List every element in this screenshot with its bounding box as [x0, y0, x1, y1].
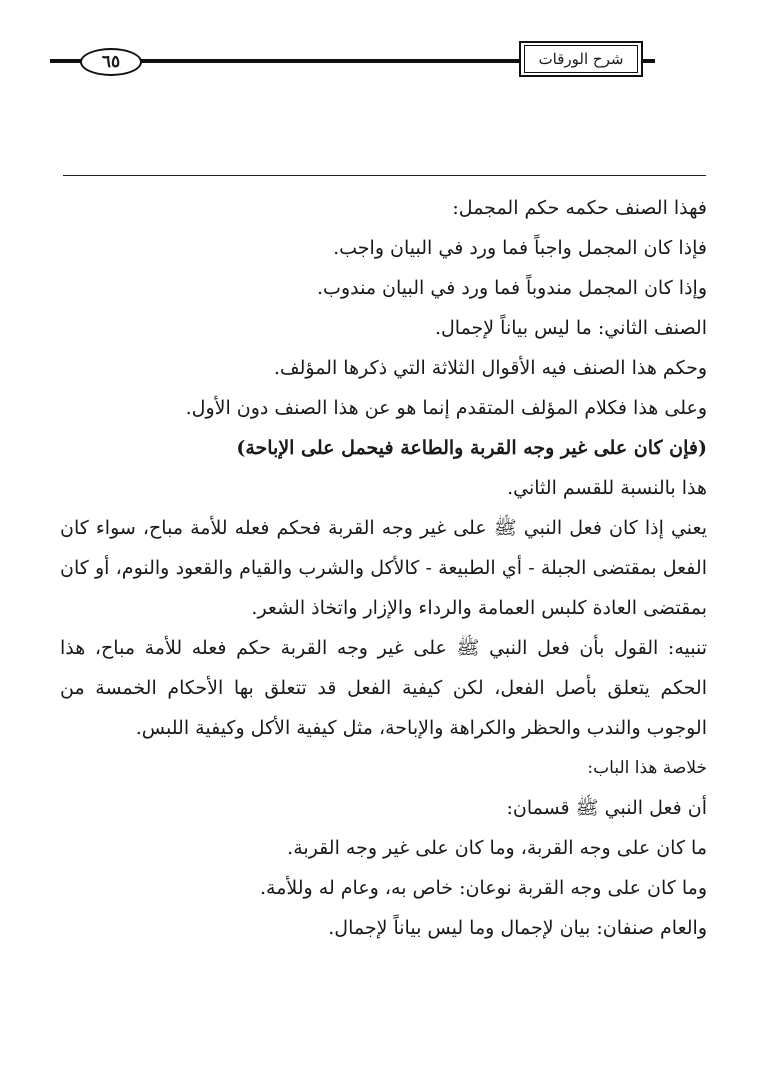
paragraph-4: الصنف الثاني: ما ليس بياناً لإجمال. [434, 317, 707, 339]
book-title: شرح الورقات [524, 45, 638, 73]
summary-line-1: أن فعل النبي ﷺ قسمان: [506, 797, 707, 819]
separator-rule [63, 175, 706, 176]
page-number: ٦٥ [80, 48, 142, 76]
paragraph-6: وعلى هذا فكلام المؤلف المتقدم إنما هو عن هذا الصنف دون الأول. [185, 397, 707, 419]
summary-line-2: ما كان على وجه القربة، وما كان على غير وجه القربة. [287, 837, 707, 859]
paragraph-8: يعني إذا كان فعل النبي ﷺ على غير وجه القربة فحكم فعله للأمة مباح، سواء كان الفعل بمقتضى الجبلة - أي الطبيعة - كالأكل والشرب والقيام والقعود والنوم، أو كان بمقتضى العادة كلبس العمامة والرداء والإزار واتخاذ الشعر. [60, 517, 707, 619]
paragraph-7: هذا بالنسبة للقسم الثاني. [507, 477, 707, 499]
summary-line-4: والعام صنفان: بيان لإجمال وما ليس بياناً لإجمال. [328, 917, 707, 939]
summary-heading: خلاصة هذا الباب: [587, 758, 707, 778]
quoted-text-heading: (فإن كان على غير وجه القربة والطاعة فيحمل على الإباحة) [236, 437, 707, 459]
paragraph-2: فإذا كان المجمل واجباً فما ورد في البيان واجب. [333, 237, 707, 259]
paragraph-3: وإذا كان المجمل مندوباً فما ورد في البيان مندوب. [317, 277, 707, 299]
page-body [60, 188, 707, 948]
note-paragraph: تنبيه: القول بأن فعل النبي ﷺ على غير وجه القربة حكم فعله للأمة مباح، هذا الحكم يتعلق بأصل الفعل، لكن كيفية الفعل قد تتعلق بها الأحكام الخمسة من الوجوب والندب والحظر والكراهة والإباحة، مثل كيفية الأكل وكيفية اللبس. [60, 637, 707, 739]
book-title-frame [519, 41, 643, 77]
paragraph-5: وحكم هذا الصنف فيه الأقوال الثلاثة التي ذكرها المؤلف. [273, 357, 707, 379]
paragraph-1: فهذا الصنف حكمه حكم المجمل: [452, 197, 707, 219]
page-header [0, 0, 758, 120]
summary-line-3: وما كان على وجه القربة نوعان: خاص به، وعام له وللأمة. [260, 877, 707, 899]
